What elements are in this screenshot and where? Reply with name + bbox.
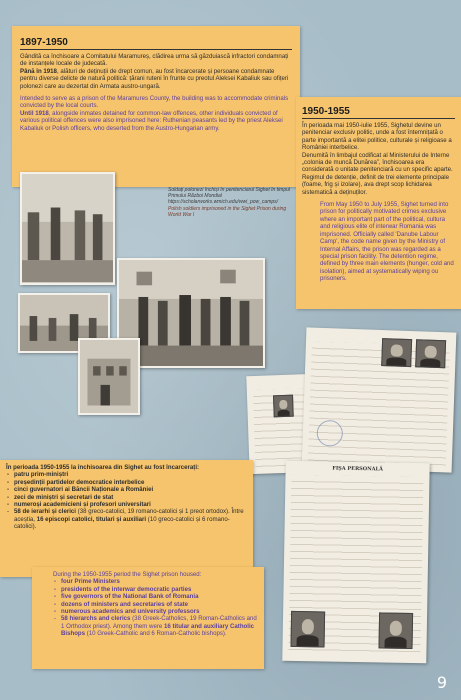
inmates-intro-en: During the 1950-1955 period the Sighet prison housed: [53,571,202,578]
ro-paragraph-4: Denumită în limbajul codificat al Ministerului de Interne „colonia de muncă Dunărea”, închisoarea era considerată o unitate penitenciară cu un specific aparte. Regimul de detenție, definit de trei elemente principale (foame, frig și izolare), ava drept scop lichidarea sistematică a deținuților. [302,151,453,196]
inmates-list-ro [6,471,247,530]
ro-paragraph-2-text: , alături de deținuții de drept comun, au fost încarcerate și persoane condamnate pentru diverse delicte de natură politică: țărani ruteni în frunte cu preotul Aleksei Kabaliuk sau ofițeri polonezi care au dezertat din Armata austro-ungară. [20,67,289,90]
bishops-detail: (10 greco-catolici și 6 romano-catolici). [14,515,230,531]
personal-file-card [282,461,429,663]
en-paragraph-1: Intended to serve as a prison of the Maramures County, the building was to accommodate criminals convicted by the local courts. [20,95,289,110]
clerics-detail: (38 greco-catolici, 19 romano-catolici și 1 preot ortodox). Între aceștia, [14,508,244,523]
caption-url: https://scholarworks.wmich.edu/wwi_pow_camps/ [168,199,279,206]
history-box-1950-1955 [296,97,461,309]
inmates-intro-ro: În perioada 1950-1955 la închisoarea din Sighet au fost încarcerați: [6,464,200,471]
inmates-item: - cinci guvernatori ai Băncii Naționale a României [6,486,247,493]
bishops-detail: (10 Greek-Catholic and 6 Roman-Catholic bishops). [85,630,227,638]
historic-photo-building [78,338,140,415]
en-paragraph-2-text: , alongside inmates detained for common-law offences, other individuals convicted of various political offences were also imprisoned here: Ruthenian peasants led by the priest Aleksei Kabaliuk or Polish officers, who deserted from the Austro-Hungarian army. [20,109,283,132]
prisoner-photo-front [291,611,326,648]
inmates-item: - four Prime Ministers [53,578,257,585]
prisoner-record-card-2 [302,327,457,472]
section-heading-1897-1950: 1897-1950 [20,37,292,50]
clerics-count: 58 hierarchs and clerics [61,615,131,623]
inmates-box-en [32,567,264,669]
inmates-item-clerics [6,508,247,530]
inmates-item: - numerous academics and university professors [53,608,257,615]
photo-scene-building [80,340,138,412]
en-paragraph-2 [20,110,292,132]
ro-paragraph-2 [20,68,292,90]
photo-scene-soldiers [22,174,113,282]
ro-paragraph-2-lead: Până în 1918 [20,67,57,75]
historic-photo-soldiers [20,172,115,285]
caption-ro: Soldați polonezi închiși în penitenciarul Sighet în timpul Primului Război Mondial [168,187,291,200]
personal-file-title: FIȘA PERSONALĂ [332,465,383,473]
photo-caption [168,187,296,218]
prisoner-photo-front [381,338,412,367]
inmates-item: - presidents of the interwar democratic parties [53,586,257,593]
inmates-item-clerics [53,615,257,637]
en-paragraph-3: From May 1950 to July 1955, Sighet turned into prison for politically motivated crimes exclusive where an important part of the political, cultura and religious elite of interwar Romania was imprisoned. Officially called 'Danube Labour Camp', the code name given by the Ministry of Internal Affairs, the prison was regarded as a special prison facility. The detention regime, defined by three main elements (hunger, cold and isolation), aimed at systematically wiping ou prisoners. [320,201,454,283]
inmates-item: - five governors of the National Bank of Romania [53,593,257,600]
bishops-count: 16 episcopi catolici, titulari și auxiliari [36,515,147,523]
prisoner-photo-side [378,612,413,649]
clerics-detail: (38 Greek-Catholics, 19 Roman-Catholics and 1 Orthodox priest). Among them were [61,615,257,630]
inmates-box-ro [0,460,253,577]
prisoner-photo-side [415,339,446,368]
ro-paragraph-3: În perioada mai 1950-iulie 1955, Sighetul devine un penitenciar exclusiv politic, unde a fost întemnițată o parte importantă a elitei politice, culturale și religioase a României interbelice. [302,122,452,152]
inmates-list-en [39,578,257,637]
photo-scene-group [119,260,263,367]
bishops-count: 16 titular and auxiliary Catholic Bishops [61,622,255,638]
section-heading-1950-1955: 1950-1955 [302,106,455,119]
inmates-item: - numeroși academicieni și profesori universitari [6,501,247,508]
history-box-1897-1950 [12,26,300,187]
clerics-count: 58 de ierarhi și clerici [14,508,76,516]
prisoner-photo [273,395,294,418]
inmates-item: - zeci de miniștri și secretari de stat [6,494,247,501]
inmates-item: - dozens of ministers and secretaries of state [53,601,257,608]
page-number: 9 [436,673,447,692]
en-paragraph-2-lead: Until 1918 [20,109,49,117]
ro-paragraph-1: Gândită ca închisoare a Comitatului Maramureș, clădirea urma să găzduiască infractori condamnați de instanțele locale de judecată. [20,53,289,68]
inmates-item: - președinții partidelor democratice interbelice [6,479,247,486]
caption-en: Polish soldiers imprisoned in the Sighet Prison during World War I [168,205,287,218]
inmates-item: - patru prim-miniștri [6,471,247,478]
